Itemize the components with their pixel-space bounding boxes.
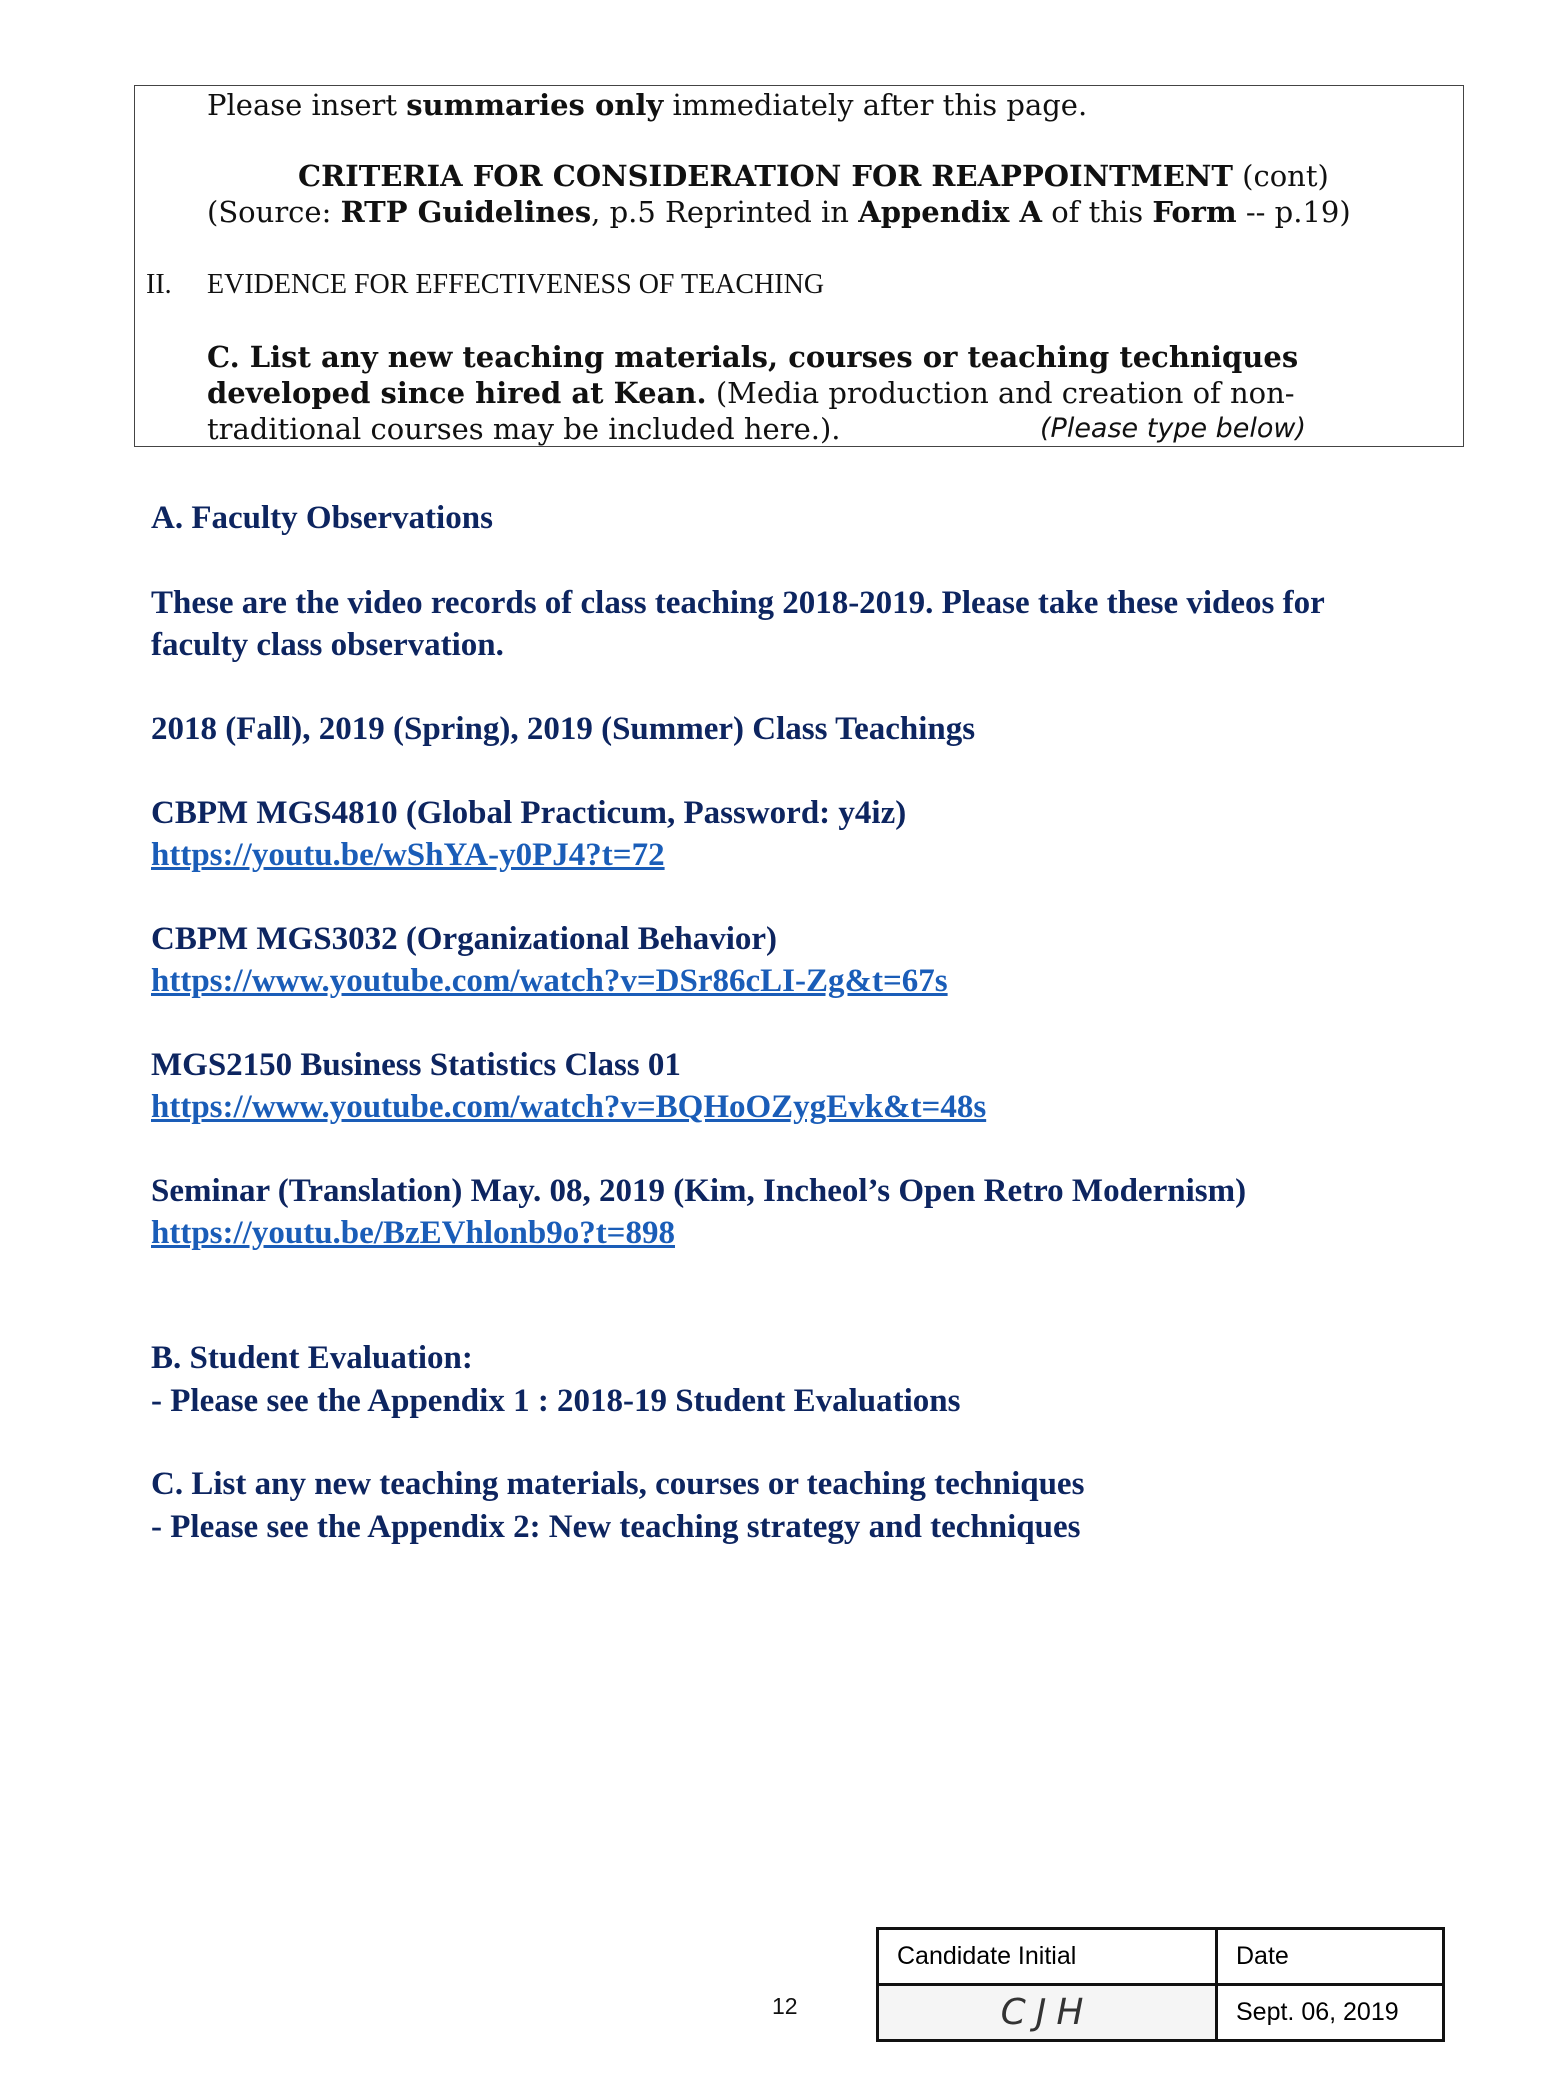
section-title: EVIDENCE FOR EFFECTIVENESS OF TEACHING bbox=[207, 269, 825, 300]
video-title: MGS2150 Business Statistics Class 01 bbox=[151, 1047, 681, 1083]
signature-table bbox=[876, 1927, 1445, 2042]
source-line: (Source: RTP Guidelines, p.5 Reprinted in Appendix A of this Form -- p.19) bbox=[207, 195, 1351, 229]
insert-instruction: Please insert summaries only immediately after this page. bbox=[207, 88, 1088, 122]
new-materials-text: - Please see the Appendix 2: New teaching strategy and techniques bbox=[151, 1509, 1081, 1545]
video-link[interactable]: https://www.youtube.com/watch?v=BQHoOZygEvk&t=48s bbox=[151, 1089, 987, 1125]
student-evaluation-text: - Please see the Appendix 1 : 2018-19 Student Evaluations bbox=[151, 1383, 961, 1419]
handwritten-initials: CJH bbox=[1000, 1992, 1094, 2033]
video-title: Seminar (Translation) May. 08, 2019 (Kim, Incheol’s Open Retro Modernism) bbox=[151, 1173, 1247, 1209]
date-value: Sept. 06, 2019 bbox=[1217, 1985, 1444, 2041]
terms-line: 2018 (Fall), 2019 (Spring), 2019 (Summer) Class Teachings bbox=[151, 711, 976, 747]
student-evaluation-heading: B. Student Evaluation: bbox=[151, 1340, 473, 1376]
section-number: II. bbox=[146, 269, 172, 300]
intro-line-1: These are the video records of class teaching 2018-2019. Please take these videos for bbox=[151, 585, 1325, 621]
new-materials-heading: C. List any new teaching materials, courses or teaching techniques bbox=[151, 1466, 1085, 1502]
video-link[interactable]: https://youtu.be/wShYA-y0PJ4?t=72 bbox=[151, 837, 665, 873]
date-label: Date bbox=[1217, 1929, 1444, 1985]
candidate-initial-label: Candidate Initial bbox=[878, 1929, 1217, 1985]
video-link[interactable]: https://youtu.be/BzEVhlonb9o?t=898 bbox=[151, 1215, 675, 1251]
intro-line-2: faculty class observation. bbox=[151, 627, 504, 663]
faculty-observations-heading: A. Faculty Observations bbox=[151, 500, 493, 536]
please-type-below: (Please type below) bbox=[1040, 413, 1307, 444]
video-title: CBPM MGS4810 (Global Practicum, Password: y4iz) bbox=[151, 795, 907, 831]
video-link[interactable]: https://www.youtube.com/watch?v=DSr86cLI-Zg&t=67s bbox=[151, 963, 948, 999]
video-title: CBPM MGS3032 (Organizational Behavior) bbox=[151, 921, 778, 957]
criteria-heading: CRITERIA FOR CONSIDERATION FOR REAPPOINTMENT (cont) bbox=[298, 159, 1329, 193]
page-number: 12 bbox=[772, 1993, 798, 2019]
candidate-initials bbox=[878, 1985, 1217, 2041]
criteria-c-line2: developed since hired at Kean. (Media production and creation of non- bbox=[207, 376, 1295, 410]
criteria-c-line3: traditional courses may be included here.). bbox=[207, 412, 841, 446]
criteria-c-line1: C. List any new teaching materials, courses or teaching techniques bbox=[207, 340, 1299, 374]
